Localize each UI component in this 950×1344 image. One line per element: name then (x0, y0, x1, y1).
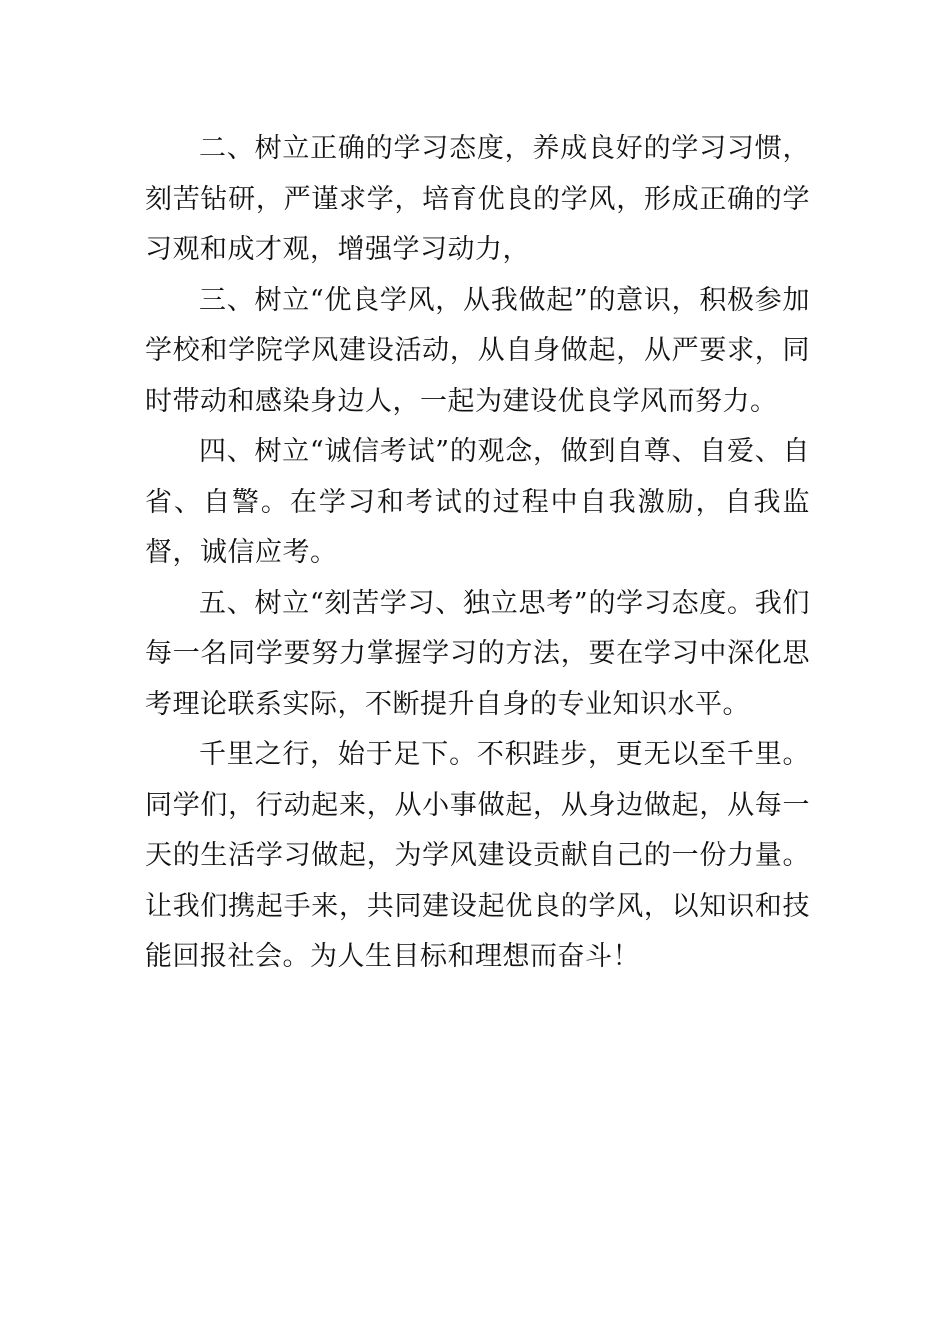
document-body (145, 124, 810, 983)
paragraph-5: 五、树立“刻苦学习、独立思考”的学习态度。我们每一名同学要努力掌握学习的方法，要在学习中深化思考理论联系实际，不断提升自身的专业知识水平。 (145, 587, 810, 720)
closing-paragraph: 千里之行，始于足下。不积跬步，更无以至千里。同学们，行动起来，从小事做起，从身边做起，从每一天的生活学习做起，为学风建设贡献自己的一份力量。让我们携起手来，共同建设起优良的学风，以知识和技能回报社会。为人生目标和理想而奋斗！ (145, 739, 810, 972)
paragraph-4: 四、树立“诚信考试”的观念，做到自尊、自爱、自省、自警。在学习和考试的过程中自我激励，自我监督，诚信应考。 (145, 436, 810, 568)
paragraph-3: 三、树立“优良学风，从我做起”的意识，积极参加学校和学院学风建设活动，从自身做起，从严要求，同时带动和感染身边人，一起为建设优良学风而努力。 (145, 284, 810, 417)
paragraph-2: 二、树立正确的学习态度，养成良好的学习习惯，刻苦钻研，严谨求学，培育优良的学风，形成正确的学习观和成才观，增强学习动力， (145, 133, 810, 265)
